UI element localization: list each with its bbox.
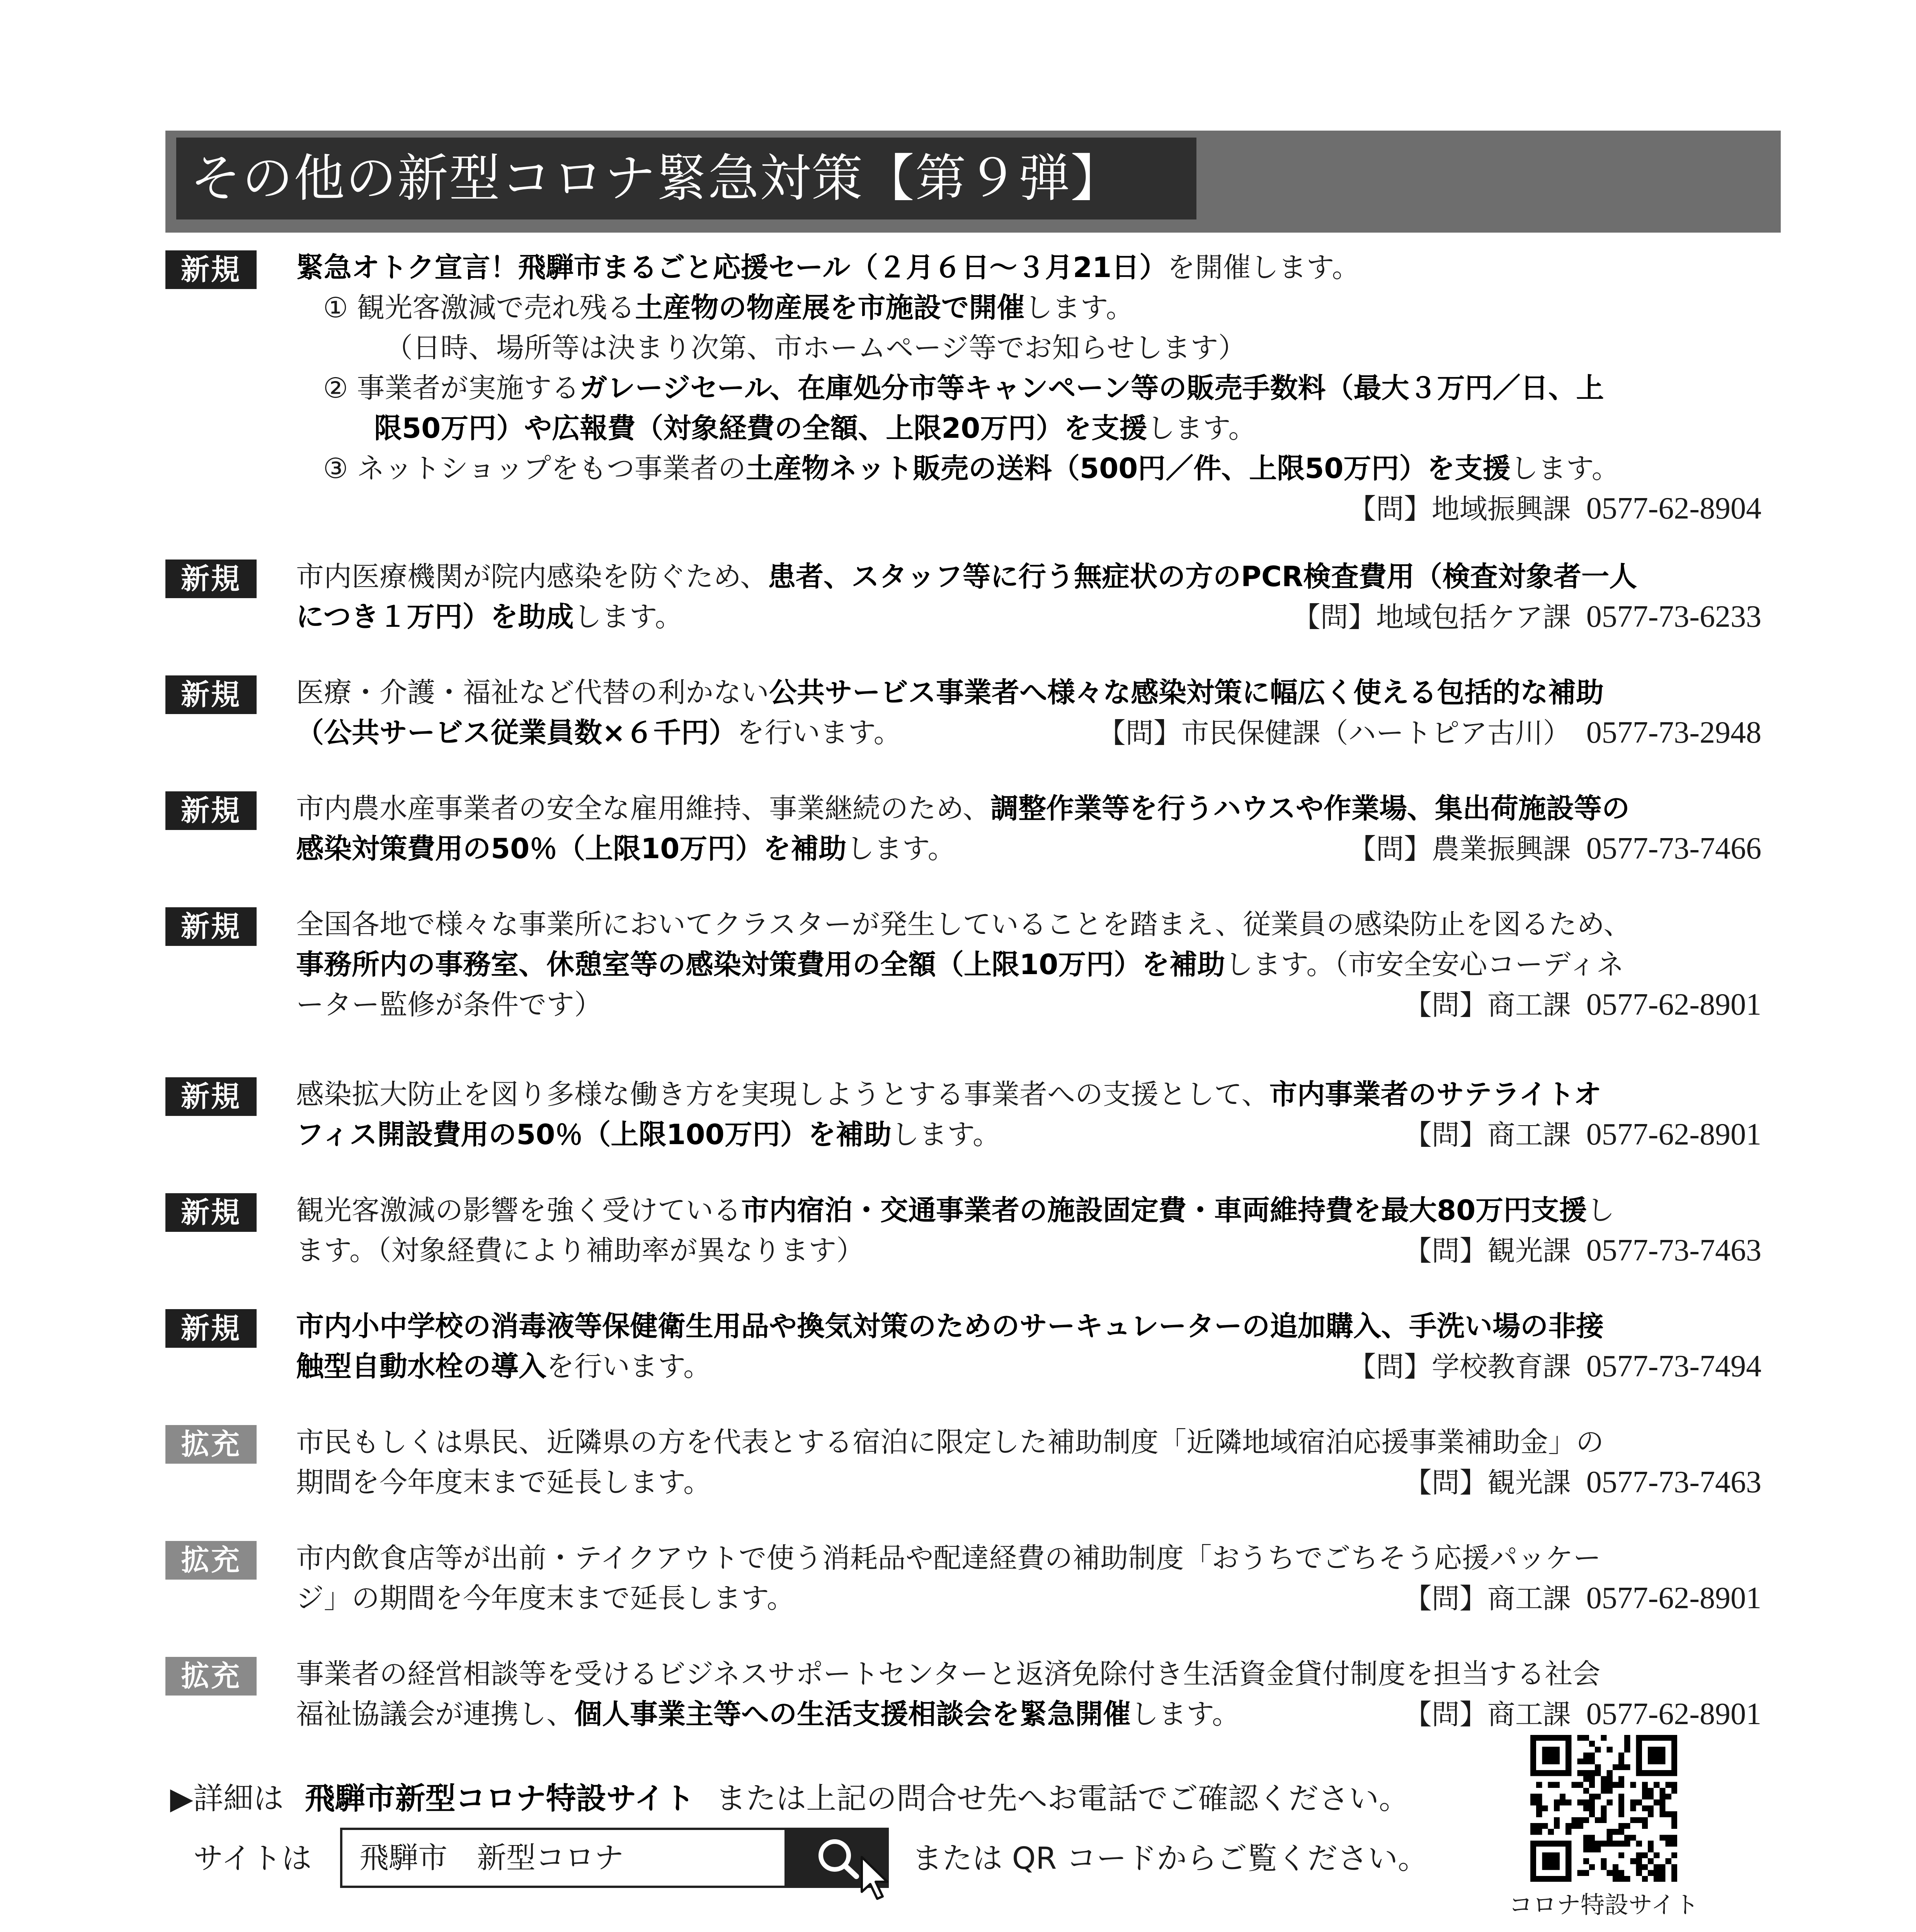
new-badge: 新規 xyxy=(165,1193,257,1232)
body-text: ① 観光客激減で売れ残る xyxy=(323,291,635,324)
contact-info xyxy=(1404,1462,1761,1503)
item-text-line xyxy=(296,1074,1761,1114)
emphasis-text: 公共サービス事業者へ様々な感染対策に幅広く使える包括的な補助 xyxy=(769,676,1604,709)
item-text-line xyxy=(296,672,1761,713)
contact-info xyxy=(1348,828,1761,869)
contact-info xyxy=(1348,1346,1761,1387)
body-text: します。 xyxy=(891,1118,1001,1151)
body-text: 福祉協議会が連携し、 xyxy=(296,1698,575,1730)
emphasis-text: 土産物ネット販売の送料（500円／件、上限50万円）を支援 xyxy=(746,452,1511,485)
body-text: 期間を今年度末まで延長します。 xyxy=(296,1466,711,1498)
contact-department: 【問】学校教育課 xyxy=(1348,1350,1571,1383)
contact-phone[interactable]: 0577-62-8901 xyxy=(1586,1581,1761,1615)
item-text-line xyxy=(296,556,1761,597)
contact-phone[interactable]: 0577-73-6233 xyxy=(1586,600,1761,634)
body-text: を行います。 xyxy=(546,1350,711,1383)
search-input-value: 飛騨市 新型コロナ xyxy=(359,1840,624,1875)
new-badge: 新規 xyxy=(165,1309,257,1348)
contact-info xyxy=(1404,1694,1761,1735)
item-text-line xyxy=(296,1306,1761,1346)
body-text: します。 xyxy=(1147,412,1256,444)
qr-code-corona-site[interactable] xyxy=(1530,1735,1677,1882)
item-text-line xyxy=(296,247,1761,287)
new-badge: 新規 xyxy=(165,907,257,946)
contact-phone[interactable]: 0577-73-7494 xyxy=(1586,1349,1761,1383)
contact-info xyxy=(1348,488,1761,529)
emphasis-text: 患者、スタッフ等に行う無症状の方のPCR検査費用（検査対象者一人 xyxy=(768,560,1637,593)
section-title: その他の新型コロナ緊急対策【第９弾】 xyxy=(176,138,1196,219)
body-text: ② 事業者が実施する xyxy=(323,372,580,404)
contact-phone[interactable]: 0577-62-8901 xyxy=(1586,988,1761,1022)
body-text: ーター監修が条件です） xyxy=(296,988,602,1021)
new-badge: 新規 xyxy=(165,250,257,289)
contact-department: 【問】観光課 xyxy=(1404,1466,1571,1499)
emphasis-text: 市内小中学校の消毒液等保健衛生用品や換気対策のためのサーキュレーターの追加購入、手洗い場の非接 xyxy=(296,1310,1604,1342)
qr-instruction: または QR コードからご覧ください。 xyxy=(912,1841,1428,1876)
body-text: 感染拡大防止を図り多様な働き方を実現しようとする事業者への支援として、 xyxy=(296,1078,1269,1111)
emphasis-text: 土産物の物産展を市施設で開催 xyxy=(635,291,1025,324)
emphasis-text: フィス開設費用の50％（上限100万円）を補助 xyxy=(296,1118,892,1151)
contact-phone[interactable]: 0577-62-8904 xyxy=(1586,492,1761,526)
details-suffix: または上記の問合せ先へお電話でご確認ください。 xyxy=(716,1781,1409,1816)
body-text: 市民もしくは県民、近隣県の方を代表とする宿泊に限定した補助制度「近隣地域宿泊応援事業補助金」の xyxy=(296,1426,1604,1458)
body-text: します。 xyxy=(573,600,683,633)
emphasis-text: 調整作業等を行うハウスや作業場、集出荷施設等の xyxy=(990,792,1630,825)
contact-info xyxy=(1098,713,1761,753)
contact-phone[interactable]: 0577-73-2948 xyxy=(1586,716,1761,750)
contact-info xyxy=(1404,1578,1761,1619)
details-line xyxy=(170,1777,1409,1820)
body-text: ます。（対象経費により補助率が異なります） xyxy=(296,1234,864,1267)
emphasis-text: ガレージセール、在庫処分市等キャンペーン等の販売手数料（最大３万円／日、上 xyxy=(579,372,1604,404)
emphasis-text: につき１万円）を助成 xyxy=(296,600,574,633)
contact-department: 【問】市民保健課（ハートピア古川） xyxy=(1098,717,1571,749)
body-text: 市内飲食店等が出前・テイクアウトで使う消耗品や配達経費の補助制度「おうちでごちそう応援パッケー xyxy=(296,1542,1601,1574)
emphasis-text: 触型自動水栓の導入 xyxy=(296,1350,547,1383)
contact-phone[interactable]: 0577-62-8901 xyxy=(1586,1117,1761,1151)
body-text: し xyxy=(1587,1194,1615,1226)
site-name-link[interactable]: 飛騨市新型コロナ特設サイト xyxy=(305,1781,695,1816)
body-text: 市内農水産事業者の安全な雇用維持、事業継続のため、 xyxy=(296,792,991,825)
emphasis-text: 個人事業主等への生活支援相談会を緊急開催 xyxy=(574,1698,1131,1730)
qr-caption-corona: コロナ特設サイト xyxy=(1509,1891,1699,1919)
expanded-badge: 拡充 xyxy=(165,1425,257,1464)
emphasis-text: 事務所内の事務室、休憩室等の感染対策費用の全額（上限10万円）を補助 xyxy=(296,948,1225,981)
new-badge: 新規 xyxy=(165,1077,257,1116)
body-text: します。 xyxy=(1131,1698,1240,1730)
item-text-line xyxy=(323,287,1761,328)
body-text: を行います。 xyxy=(737,716,902,749)
emphasis-text: 限50万円）や広報費（対象経費の全額、上限20万円）を支援 xyxy=(374,412,1147,444)
contact-department: 【問】観光課 xyxy=(1404,1235,1571,1267)
expanded-badge: 拡充 xyxy=(165,1541,257,1580)
body-text: 観光客激減の影響を強く受けている xyxy=(296,1194,742,1226)
contact-phone[interactable]: 0577-73-7466 xyxy=(1586,832,1761,866)
item-text-line xyxy=(323,448,1761,488)
item-text-line xyxy=(296,788,1761,828)
item-text-line xyxy=(323,368,1761,408)
emphasis-text: 市内宿泊・交通事業者の施設固定費・車両維持費を最大80万円支援 xyxy=(741,1194,1587,1226)
item-text-line xyxy=(385,328,1761,368)
body-text: します。 xyxy=(846,832,956,865)
body-text: 市内医療機関が院内感染を防ぐため、 xyxy=(296,560,768,593)
item-text-line xyxy=(374,408,1761,448)
contact-info xyxy=(1404,985,1761,1025)
contact-department: 【問】商工課 xyxy=(1404,989,1571,1021)
expanded-badge: 拡充 xyxy=(165,1657,257,1696)
cursor-icon xyxy=(858,1855,893,1901)
item-text-line xyxy=(296,1538,1761,1578)
contact-phone[interactable]: 0577-62-8901 xyxy=(1586,1697,1761,1731)
contact-phone[interactable]: 0577-73-7463 xyxy=(1586,1233,1761,1267)
item-text-line xyxy=(296,1422,1761,1462)
body-text: ③ ネットショップをもつ事業者の xyxy=(323,452,746,485)
item-text-line xyxy=(296,904,1761,944)
emphasis-text: 感染対策費用の50％（上限10万円）を補助 xyxy=(296,832,847,865)
body-text: します。 xyxy=(1510,452,1620,485)
body-text: ジ」の期間を今年度末まで延長します。 xyxy=(296,1582,795,1614)
contact-department: 【問】農業振興課 xyxy=(1348,833,1571,865)
emphasis-text: 市内事業者のサテライトオ xyxy=(1269,1078,1602,1111)
contact-department: 【問】商工課 xyxy=(1404,1698,1571,1731)
new-badge: 新規 xyxy=(165,675,257,714)
item-text-line xyxy=(296,944,1761,985)
body-text: 全国各地で様々な事業所においてクラスターが発生していることを踏まえ、従業員の感染防止を図るため、 xyxy=(296,908,1632,940)
details-prefix: ▶詳細は xyxy=(170,1781,284,1816)
body-text: を開催します。 xyxy=(1167,251,1360,284)
site-label: サイトは xyxy=(193,1841,312,1876)
body-text: 医療・介護・福祉など代替の利かない xyxy=(296,676,769,709)
contact-phone[interactable]: 0577-73-7463 xyxy=(1586,1465,1761,1499)
body-text: （日時、場所等は決まり次第、市ホームページ等でお知らせします） xyxy=(385,332,1246,364)
item-text-line xyxy=(296,1654,1761,1694)
contact-info xyxy=(1404,1230,1761,1271)
contact-department: 【問】商工課 xyxy=(1404,1582,1571,1615)
emphasis-text: 緊急オトク宣言！飛騨市まるごと応援セール（２月６日～３月21日） xyxy=(296,251,1167,284)
emphasis-text: （公共サービス従業員数×６千円） xyxy=(296,716,737,749)
body-text: 事業者の経営相談等を受けるビジネスサポートセンターと返済免除付き生活資金貸付制度を担当する社会 xyxy=(296,1658,1601,1690)
contact-info xyxy=(1404,1114,1761,1155)
contact-department: 【問】地域包括ケア課 xyxy=(1292,601,1571,633)
contact-info xyxy=(1293,597,1761,637)
contact-department: 【問】商工課 xyxy=(1404,1119,1571,1151)
item-text-line xyxy=(296,1190,1761,1230)
new-badge: 新規 xyxy=(165,791,257,830)
body-text: します。（市安全安心コーディネ xyxy=(1225,948,1624,981)
new-badge: 新規 xyxy=(165,560,257,598)
body-text: します。 xyxy=(1024,291,1134,324)
contact-department: 【問】地域振興課 xyxy=(1348,493,1571,525)
